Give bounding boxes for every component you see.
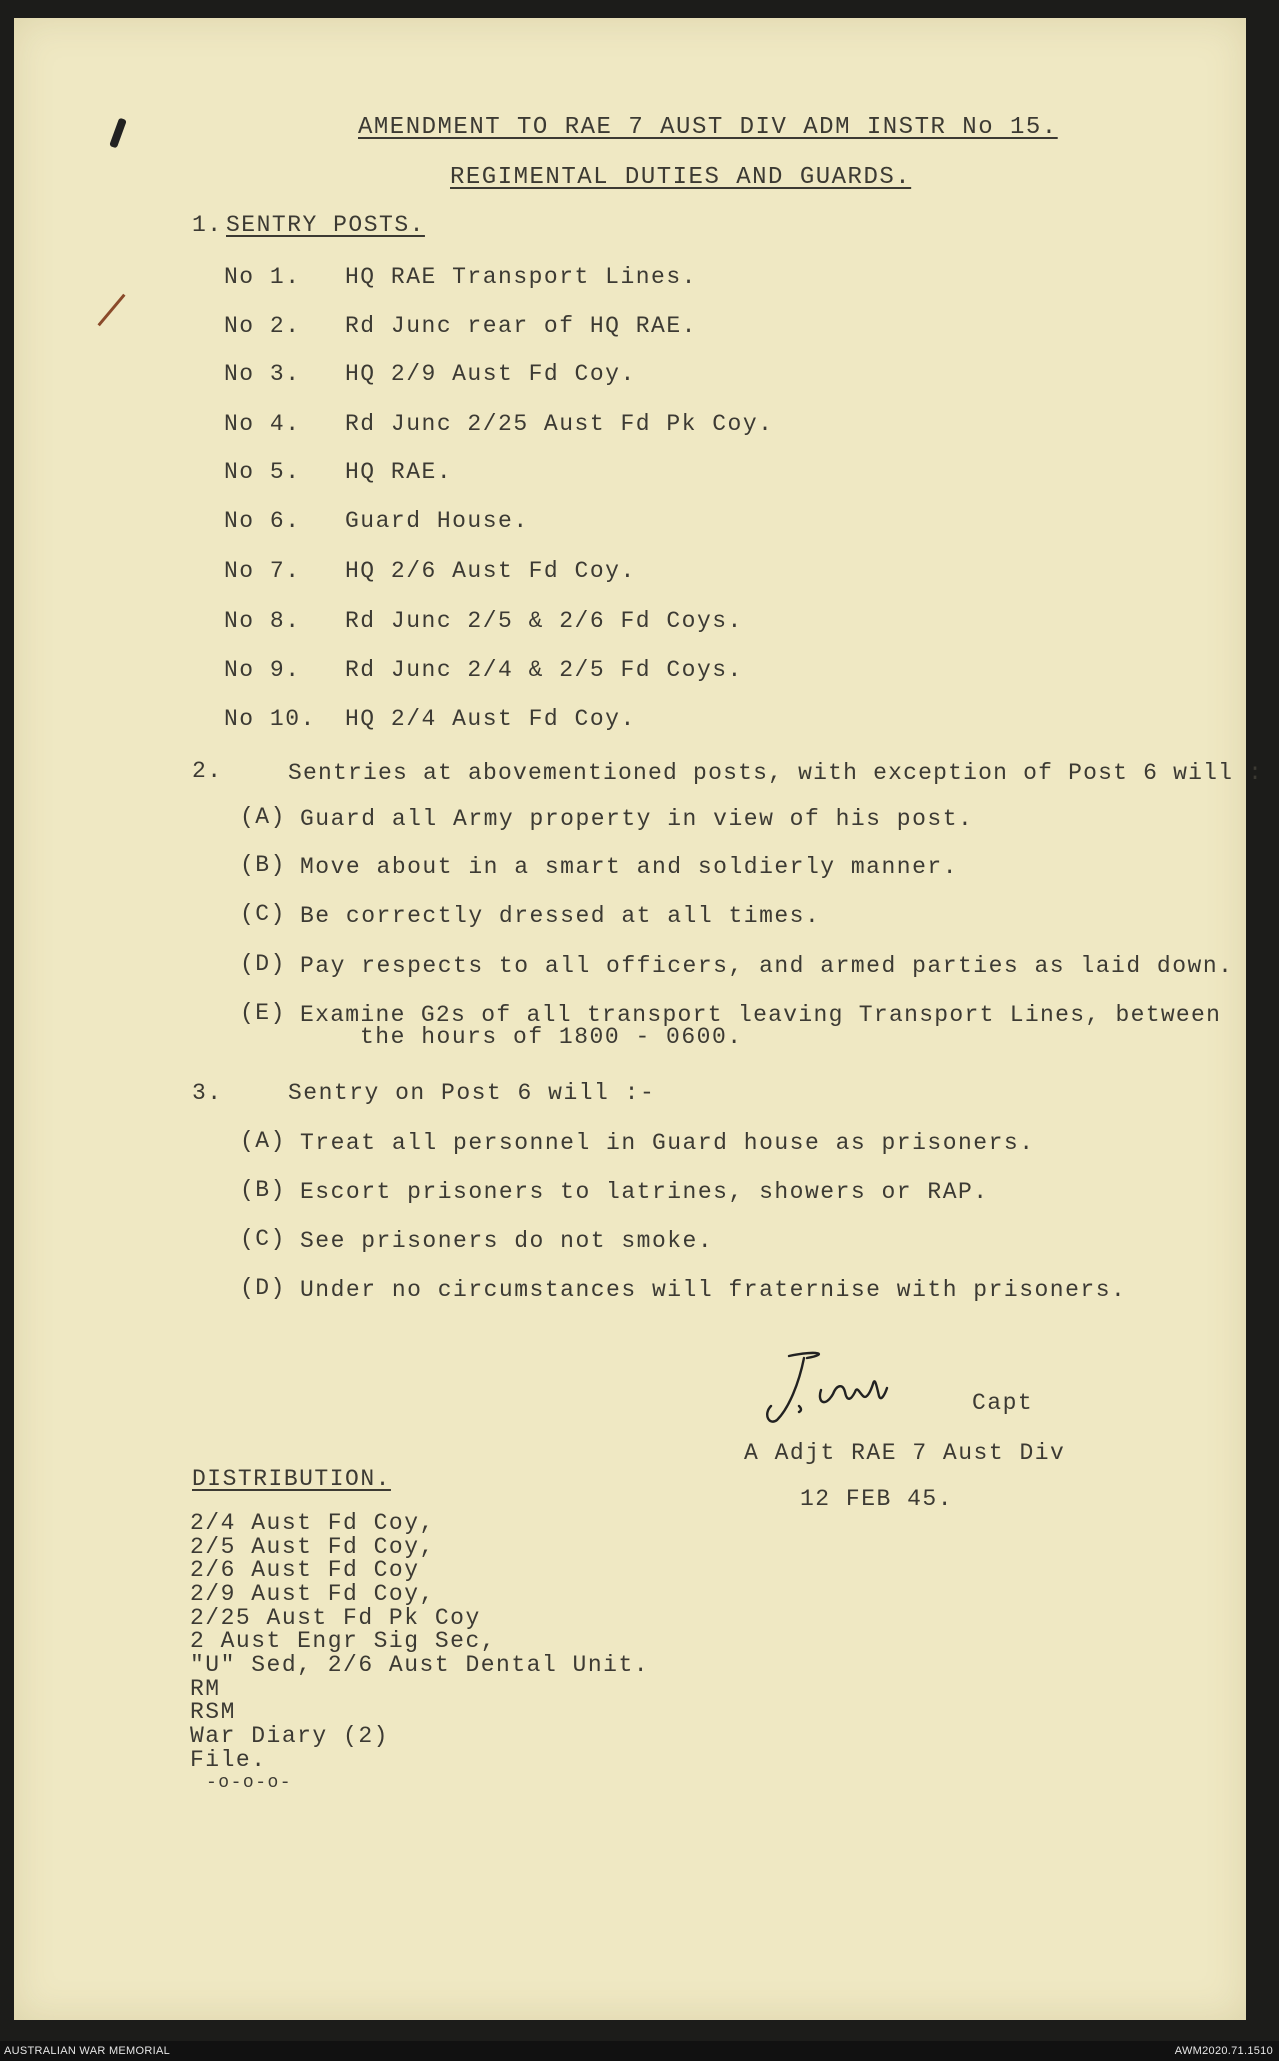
post-location: Rd Junc 2/5 & 2/6 Fd Coys. <box>345 608 743 634</box>
item-label: (D) <box>240 1275 286 1301</box>
distribution-item: 2/25 Aust Fd Pk Coy <box>190 1605 481 1631</box>
distribution-title: DISTRIBUTION. <box>192 1466 391 1492</box>
post-number: No 7. <box>224 558 301 584</box>
distribution-item: 2/5 Aust Fd Coy, <box>190 1534 435 1560</box>
item-label: (A) <box>240 804 286 830</box>
item-label: (B) <box>240 852 286 878</box>
document-title: AMENDMENT TO RAE 7 AUST DIV ADM INSTR No 15. <box>358 114 1058 141</box>
post-number: No 1. <box>224 264 301 290</box>
post-number: No 4. <box>224 411 301 437</box>
post-location: Rd Junc rear of HQ RAE. <box>345 313 697 339</box>
item-label: (E) <box>240 1000 286 1026</box>
post-number: No 8. <box>224 608 301 634</box>
item-text: Escort prisoners to latrines, showers or RAP. <box>300 1179 989 1205</box>
post-location: HQ 2/4 Aust Fd Coy. <box>345 706 636 732</box>
post-number: No 9. <box>224 657 301 683</box>
post-number: No 5. <box>224 459 301 485</box>
item-text: Examine G2s of all transport leaving Transport Lines, between <box>300 1002 1222 1028</box>
post-location: HQ 2/6 Aust Fd Coy. <box>345 558 636 584</box>
section-3-intro: Sentry on Post 6 will :- <box>288 1080 656 1106</box>
post-location: Rd Junc 2/4 & 2/5 Fd Coys. <box>345 657 743 683</box>
distribution-item: 2/9 Aust Fd Coy, <box>190 1581 435 1607</box>
section-1-title: SENTRY POSTS. <box>226 212 425 238</box>
item-text: Be correctly dressed at all times. <box>300 903 821 929</box>
ink-mark <box>109 118 127 149</box>
item-text: Treat all personnel in Guard house as prisoners. <box>300 1130 1035 1156</box>
item-text: Move about in a smart and soldierly manner. <box>300 854 958 880</box>
post-location: HQ RAE. <box>345 459 453 485</box>
item-label: (B) <box>240 1177 286 1203</box>
section-1-number: 1. <box>192 212 223 238</box>
post-number: No 10. <box>224 706 316 732</box>
footer-institution: AUSTRALIAN WAR MEMORIAL <box>4 2045 171 2057</box>
handwritten-signature <box>759 1348 909 1428</box>
item-text: Pay respects to all officers, and armed parties as laid down. <box>300 953 1234 979</box>
footer-reference: AWM2020.71.1510 <box>1174 2045 1273 2057</box>
document-date: 12 FEB 45. <box>800 1486 954 1512</box>
section-2-intro: Sentries at abovementioned posts, with exception of Post 6 will : <box>288 760 1264 786</box>
document-page <box>14 18 1264 2020</box>
distribution-item: "U" Sed, 2/6 Aust Dental Unit. <box>190 1652 650 1678</box>
distribution-item: 2/6 Aust Fd Coy <box>190 1557 420 1583</box>
archive-footer <box>0 2041 1279 2061</box>
post-location: Rd Junc 2/25 Aust Fd Pk Coy. <box>345 411 774 437</box>
item-text: Under no circumstances will fraternise with prisoners. <box>300 1277 1127 1303</box>
end-mark: -o-o-o- <box>206 1773 293 1793</box>
post-location: HQ RAE Transport Lines. <box>345 264 697 290</box>
post-location: HQ 2/9 Aust Fd Coy. <box>345 361 636 387</box>
item-text-continued: the hours of 1800 - 0600. <box>360 1024 743 1050</box>
item-label: (D) <box>240 951 286 977</box>
distribution-item: RM <box>190 1676 221 1702</box>
document-subtitle: REGIMENTAL DUTIES AND GUARDS. <box>450 164 912 191</box>
section-2-number: 2. <box>192 758 223 784</box>
distribution-item: 2/4 Aust Fd Coy, <box>190 1510 435 1536</box>
post-number: No 2. <box>224 313 301 339</box>
post-location: Guard House. <box>345 508 529 534</box>
item-text: See prisoners do not smoke. <box>300 1228 714 1254</box>
distribution-item: 2 Aust Engr Sig Sec, <box>190 1628 497 1654</box>
post-number: No 6. <box>224 508 301 534</box>
item-label: (A) <box>240 1128 286 1154</box>
item-label: (C) <box>240 1226 286 1252</box>
pencil-mark <box>97 294 125 327</box>
distribution-item: War Diary (2) <box>190 1723 389 1749</box>
distribution-item: File. <box>190 1747 267 1773</box>
section-3-number: 3. <box>192 1080 223 1106</box>
item-text: Guard all Army property in view of his post. <box>300 806 974 832</box>
post-number: No 3. <box>224 361 301 387</box>
item-label: (C) <box>240 901 286 927</box>
distribution-item: RSM <box>190 1699 236 1725</box>
signatory-rank: Capt <box>972 1390 1034 1416</box>
signatory-appointment: A Adjt RAE 7 Aust Div <box>744 1440 1066 1466</box>
